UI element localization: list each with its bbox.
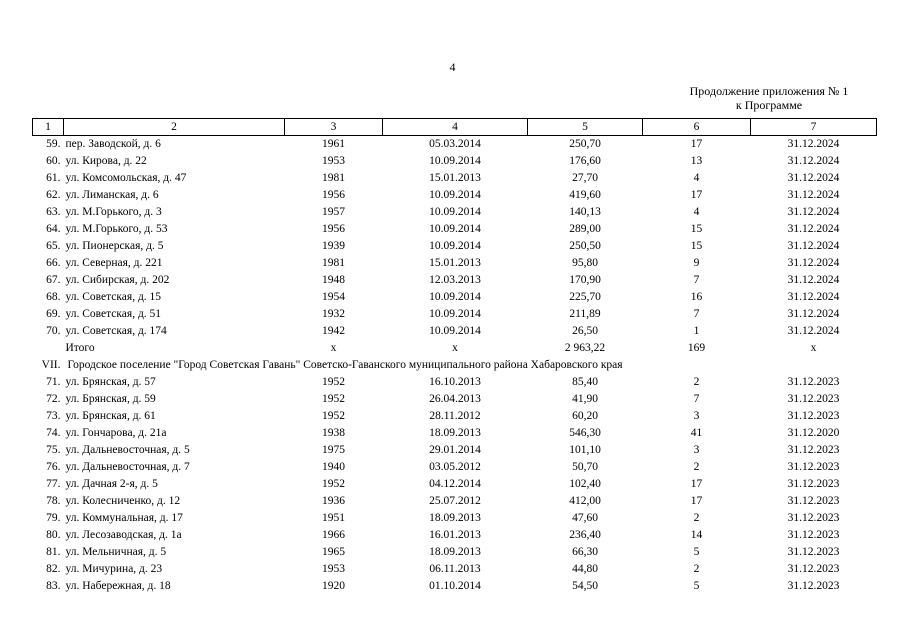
cell-address: ул. Лиманская, д. 6 [65,189,159,201]
cell-deadline: 31.12.2024 [787,257,840,269]
cell-residents: 4 [693,206,700,218]
cell-row-number: 66. [46,257,61,269]
cell-year-built: 1952 [322,376,345,388]
cell-date: 10.09.2014 [429,240,481,252]
cell-deadline: 31.12.2024 [787,172,840,184]
cell-year-built: 1932 [322,308,345,320]
cell-address: ул. Брянская, д. 61 [65,410,156,422]
cell-year-built: 1939 [322,240,345,252]
cell-deadline: 31.12.2023 [787,512,840,524]
table-row [33,459,877,476]
column-header: 1 [33,119,64,136]
table-row [33,527,877,544]
cell-row-number: 61. [46,172,61,184]
cell-address: ул. Кирова, д. 22 [65,155,147,167]
table-row [33,204,877,221]
cell-area: 50,70 [572,461,598,473]
cell-deadline: 31.12.2024 [787,155,840,167]
cell-date: 18.09.2013 [429,512,481,524]
cell-date: 10.09.2014 [429,189,481,201]
cell-address: ул. М.Горького, д. 53 [65,223,168,235]
cell-year-built: 1920 [322,580,345,592]
cell-address: ул. М.Горького, д. 3 [65,206,162,218]
cell-area: 44,80 [572,563,598,575]
appendix-subtitle: к Программе [735,98,803,112]
cell-area: 289,00 [569,223,601,235]
cell-deadline: 31.12.2023 [787,529,840,541]
cell-deadline: 31.12.2023 [787,461,840,473]
cell-residents: 17 [690,138,703,150]
cell-deadline: 31.12.2024 [787,223,840,235]
cell-row-number: 83. [46,580,61,592]
cell-area: 546,30 [569,427,601,439]
cell-address: ул. Гончарова, д. 21а [65,427,167,439]
table-row [33,323,877,340]
table-row [33,238,877,255]
table-row [33,442,877,459]
cell-address: пер. Заводской, д. 6 [65,138,161,150]
cell-deadline: 31.12.2024 [787,308,840,320]
cell-date: 10.09.2014 [429,325,481,337]
cell-date: 03.05.2012 [429,461,481,473]
cell-area: 26,50 [572,325,598,337]
cell-row-number: 59. [46,138,61,150]
cell-deadline: 31.12.2023 [787,478,840,490]
cell-deadline: 31.12.2023 [787,580,840,592]
cell-area: 236,40 [569,529,601,541]
cell-row-number: 65. [46,240,61,252]
cell-residents: 2 [693,563,700,575]
cell-date: 15.01.2013 [429,172,481,184]
table-row [33,221,877,238]
table-body-bottom [33,374,877,595]
table-row [33,170,877,187]
cell-address: ул. Дальневосточная, д. 5 [65,444,190,456]
table-row [33,289,877,306]
cell-address: ул. Северная, д. 221 [65,257,163,269]
total-count: 169 [687,342,706,354]
column-header: 7 [751,119,877,136]
cell-deadline: 31.12.2024 [787,189,840,201]
cell-address: ул. Брянская, д. 59 [65,393,156,405]
cell-year-built: 1965 [322,546,345,558]
cell-year-built: 1952 [322,410,345,422]
cell-residents: 7 [693,274,700,286]
cell-row-number: 74. [46,427,61,439]
cell-address: ул. Комсомольская, д. 47 [65,172,187,184]
cell-year-built: 1952 [322,478,345,490]
cell-residents: 5 [693,580,700,592]
cell-year-built: 1952 [322,393,345,405]
cell-deadline: 31.12.2023 [787,410,840,422]
cell-area: 250,50 [569,240,601,252]
table-row [33,153,877,170]
cell-year-built: 1961 [322,138,345,150]
cell-deadline: 31.12.2023 [787,563,840,575]
cell-area: 47,60 [572,512,598,524]
cell-area: 27,70 [572,172,598,184]
cell-area: 102,40 [569,478,601,490]
cell-date: 04.12.2014 [429,478,481,490]
cell-residents: 15 [690,240,703,252]
total-row [33,340,877,357]
cell-row-number: 81. [46,546,61,558]
cell-date: 10.09.2014 [429,291,481,303]
cell-date: 26.04.2013 [429,393,481,405]
cell-date: 12.03.2013 [429,274,481,286]
cell-row-number: 62. [46,189,61,201]
cell-address: ул. Советская, д. 15 [65,291,162,303]
cell-row-number: 82. [46,563,61,575]
cell-area: 101,10 [569,444,601,456]
table-row [33,187,877,204]
cell-year-built: 1948 [322,274,345,286]
cell-deadline: 31.12.2023 [787,444,840,456]
cell-year-built: 1981 [322,257,345,269]
cell-row-number: 67. [46,274,61,286]
section-number: VII. [41,359,61,371]
appendix-title: Продолжение приложения № 1 [689,84,849,98]
table-row [33,425,877,442]
cell-date: 16.10.2013 [429,376,481,388]
cell-row-number: 78. [46,495,61,507]
column-header: 4 [383,119,528,136]
total-label: Итого [65,342,95,354]
page-number: 4 [449,60,456,74]
cell-year-built: 1940 [322,461,345,473]
cell-residents: 9 [693,257,700,269]
cell-area: 41,90 [572,393,598,405]
cell-year-built: 1975 [322,444,345,456]
table-body-top [33,136,877,341]
table-row [33,476,877,493]
table-row [33,374,877,391]
cell-deadline: 31.12.2024 [787,291,840,303]
cell-residents: 14 [690,529,703,541]
cell-deadline: 31.12.2023 [787,393,840,405]
table-header-row [33,119,877,136]
cell-address: ул. Мельничная, д. 5 [65,546,167,558]
table-row [33,306,877,323]
table-row [33,136,877,154]
cell-row-number: 71. [46,376,61,388]
cell-residents: 3 [693,410,700,422]
cell-deadline: 31.12.2024 [787,325,840,337]
table-row [33,510,877,527]
cell-residents: 7 [693,393,700,405]
cell-area: 419,60 [569,189,601,201]
table-row [33,561,877,578]
cell-area: 250,70 [569,138,601,150]
cell-residents: 16 [690,291,703,303]
cell-row-number: 75. [46,444,61,456]
cell-address: ул. Коммунальная, д. 17 [65,512,183,524]
total-cell [33,340,64,357]
cell-address: ул. Набережная, д. 18 [65,580,171,592]
cell-date: 10.09.2014 [429,206,481,218]
cell-residents: 3 [693,444,700,456]
cell-address: ул. Пионерская, д. 5 [65,240,164,252]
section-row [33,357,877,374]
cell-year-built: 1951 [322,512,345,524]
cell-area: 211,89 [569,308,601,320]
cell-address: ул. Советская, д. 51 [65,308,162,320]
cell-residents: 4 [693,172,700,184]
table-total [33,340,877,374]
cell-residents: 1 [693,325,700,337]
cell-row-number: 68. [46,291,61,303]
cell-row-number: 72. [46,393,61,405]
cell-row-number: 80. [46,529,61,541]
cell-date: 29.01.2014 [429,444,481,456]
cell-area: 60,20 [572,410,598,422]
cell-residents: 13 [690,155,703,167]
cell-deadline: 31.12.2023 [787,546,840,558]
cell-date: 18.09.2013 [429,427,481,439]
cell-area: 170,90 [569,274,601,286]
cell-residents: 17 [690,478,703,490]
total-cell: х [810,342,817,354]
cell-year-built: 1954 [322,291,345,303]
cell-deadline: 31.12.2024 [787,274,840,286]
appendix-note [660,84,878,112]
cell-year-built: 1956 [322,189,345,201]
cell-row-number: 79. [46,512,61,524]
cell-residents: 7 [693,308,700,320]
cell-date: 05.03.2014 [429,138,481,150]
table-row [33,408,877,425]
cell-address: ул. Мичурина, д. 23 [65,563,163,575]
cell-residents: 2 [693,376,700,388]
cell-deadline: 31.12.2024 [787,240,840,252]
section-title: Городское поселение "Город Советская Гавань" Советско-Гаванского муниципального района Хабаровского края [67,359,623,371]
cell-residents: 15 [690,223,703,235]
cell-residents: 5 [693,546,700,558]
cell-year-built: 1981 [322,172,345,184]
cell-deadline: 31.12.2020 [787,427,840,439]
cell-address: ул. Советская, д. 174 [65,325,167,337]
cell-date: 01.10.2014 [429,580,481,592]
cell-row-number: 63. [46,206,61,218]
table-row [33,255,877,272]
cell-area: 225,70 [569,291,601,303]
cell-deadline: 31.12.2024 [787,206,840,218]
column-header: 6 [643,119,751,136]
cell-row-number: 69. [46,308,61,320]
cell-date: 16.01.2013 [429,529,481,541]
cell-year-built: 1966 [322,529,345,541]
cell-address: ул. Лесозаводская, д. 1а [65,529,182,541]
cell-row-number: 70. [46,325,61,337]
cell-area: 66,30 [572,546,598,558]
cell-row-number: 73. [46,410,61,422]
table-row [33,391,877,408]
cell-year-built: 1942 [322,325,345,337]
table-row [33,493,877,510]
cell-address: ул. Колесниченко, д. 12 [65,495,181,507]
cell-date: 10.09.2014 [429,308,481,320]
cell-deadline: 31.12.2024 [787,138,840,150]
cell-residents: 17 [690,495,703,507]
cell-row-number: 60. [46,155,61,167]
cell-date: 10.09.2014 [429,223,481,235]
cell-area: 85,40 [572,376,598,388]
cell-year-built: 1957 [322,206,345,218]
total-cell: х [330,342,337,354]
cell-date: 25.07.2012 [429,495,481,507]
cell-date: 10.09.2014 [429,155,481,167]
cell-residents: 17 [690,189,703,201]
cell-address: ул. Дачная 2-я, д. 5 [65,478,158,490]
cell-year-built: 1938 [322,427,345,439]
cell-area: 95,80 [572,257,598,269]
column-header: 3 [285,119,383,136]
cell-date: 18.09.2013 [429,546,481,558]
cell-row-number: 76. [46,461,61,473]
cell-address: ул. Сибирская, д. 202 [65,274,170,286]
table-row [33,272,877,289]
table-row [33,578,877,595]
cell-date: 15.01.2013 [429,257,481,269]
cell-area: 412,00 [569,495,601,507]
cell-date: 28.11.2012 [429,410,481,422]
cell-date: 06.11.2013 [429,563,481,575]
cell-address: ул. Дальневосточная, д. 7 [65,461,190,473]
cell-year-built: 1956 [322,223,345,235]
housing-table [32,118,877,595]
cell-year-built: 1936 [322,495,345,507]
cell-residents: 41 [690,427,703,439]
cell-year-built: 1953 [322,563,345,575]
cell-address: ул. Брянская, д. 57 [65,376,156,388]
table-row [33,544,877,561]
cell-residents: 2 [693,512,700,524]
cell-row-number: 77. [46,478,61,490]
cell-residents: 2 [693,461,700,473]
column-header: 2 [64,119,285,136]
cell-deadline: 31.12.2023 [787,376,840,388]
cell-area: 54,50 [572,580,598,592]
cell-row-number: 64. [46,223,61,235]
column-header: 5 [528,119,643,136]
cell-year-built: 1953 [322,155,345,167]
cell-area: 140,13 [569,206,601,218]
cell-area: 176,60 [569,155,601,167]
cell-deadline: 31.12.2023 [787,495,840,507]
total-area: 2 963,22 [564,342,606,354]
total-cell: х [452,342,458,354]
